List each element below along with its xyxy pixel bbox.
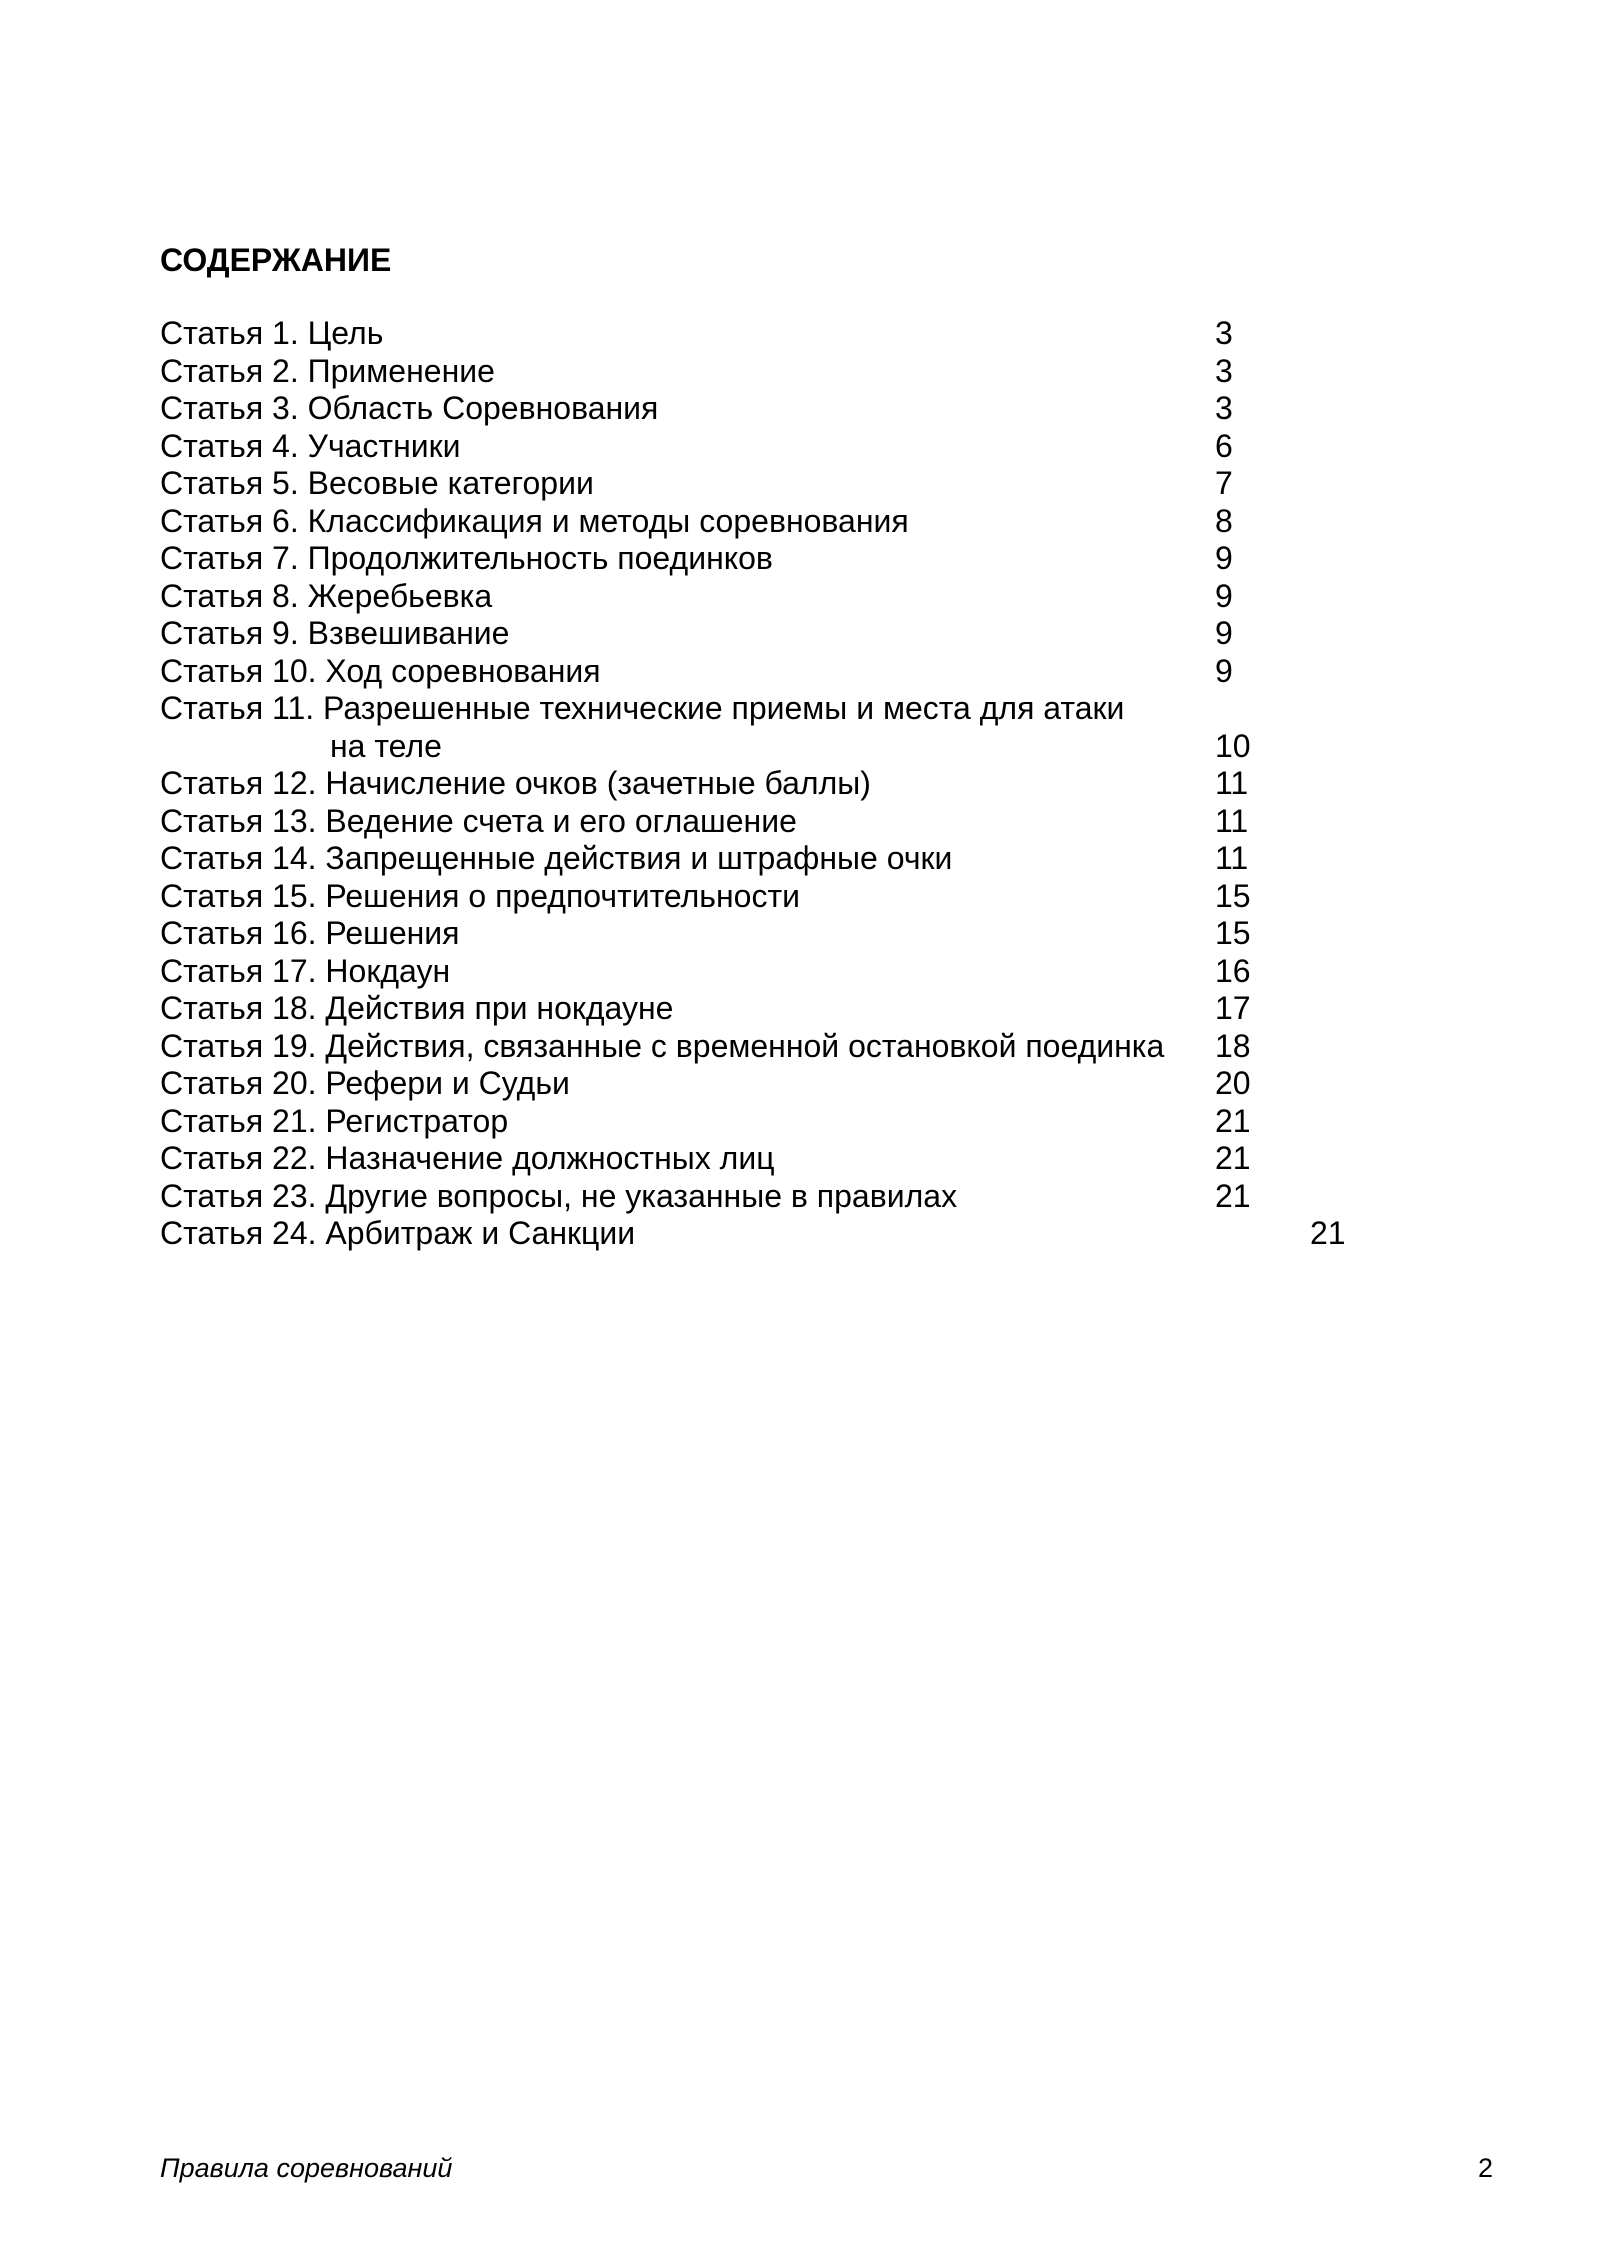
toc-entry [160, 1140, 1460, 1178]
toc-list [160, 315, 1460, 1253]
toc-entry-text: Статья 17. Нокдаун [160, 952, 451, 989]
toc-entry-text: Статья 4. Участники [160, 427, 461, 464]
toc-entry-page: 15 [1215, 915, 1251, 951]
toc-entry [160, 465, 1460, 503]
toc-entry-page: 9 [1215, 577, 1233, 614]
toc-entry-text: Статья 6. Классификация и методы соревнования [160, 502, 909, 539]
toc-entry [160, 503, 1460, 541]
toc-entry-page: 11 [1215, 802, 1249, 839]
toc-entry-text: Статья 20. Рефери и Судьи [160, 1065, 570, 1101]
toc-entry-text: Статья 10. Ход соревнования [160, 652, 601, 689]
toc-entry [160, 915, 1460, 953]
toc-entry-text: Статья 18. Действия при нокдауне [160, 990, 674, 1026]
toc-entry-page: 17 [1215, 990, 1251, 1026]
footer-document-title: Правила соревнований [160, 2153, 453, 2183]
toc-entry-text: Статья 13. Ведение счета и его оглашение [160, 802, 797, 839]
toc-entry-text [160, 690, 1124, 765]
toc-entry-page: 7 [1215, 465, 1233, 501]
toc-entry [160, 1103, 1460, 1141]
toc-entry-text-line2: на теле [330, 727, 442, 764]
toc-entry-text: Статья 24. Арбитраж и Санкции [160, 1215, 636, 1251]
toc-entry-page: 18 [1215, 1027, 1251, 1064]
toc-entry-page: 21 [1310, 1215, 1346, 1251]
toc-entry-page: 11 [1215, 840, 1249, 876]
toc-entry-page: 16 [1215, 952, 1251, 989]
toc-entry [160, 353, 1460, 391]
toc-entry-text: Статья 22. Назначение должностных лиц [160, 1140, 775, 1176]
toc-entry [160, 840, 1460, 878]
toc-entry-text: Статья 5. Весовые категории [160, 465, 594, 501]
toc-entry [160, 690, 1460, 765]
toc-entry [160, 765, 1460, 803]
toc-entry-text: Статья 19. Действия, связанные с временной остановкой поединка [160, 1027, 1165, 1064]
toc-entry [160, 1178, 1460, 1216]
toc-entry-page: 11 [1215, 765, 1249, 801]
toc-entry-page: 9 [1215, 652, 1233, 689]
toc-entry [160, 878, 1460, 916]
toc-entry-page: 21 [1215, 1177, 1251, 1214]
toc-entry-text: Статья 3. Область Соревнования [160, 390, 659, 426]
toc-title: СОДЕРЖАНИЕ [160, 242, 392, 278]
toc-entry-page: 3 [1215, 390, 1233, 426]
toc-entry-text: Статья 16. Решения [160, 915, 460, 951]
toc-entry [160, 803, 1460, 841]
toc-entry-page: 8 [1215, 502, 1233, 539]
toc-entry [160, 653, 1460, 691]
toc-entry-page: 9 [1215, 615, 1233, 651]
toc-entry-page: 20 [1215, 1065, 1251, 1101]
toc-entry [160, 428, 1460, 466]
toc-entry-page: 10 [1215, 727, 1251, 764]
toc-entry [160, 540, 1460, 578]
toc-entry-text-line1: Статья 11. Разрешенные технические приемы и места для атаки [160, 690, 1125, 726]
toc-entry-page: 3 [1215, 315, 1233, 351]
toc-entry-page: 21 [1215, 1102, 1251, 1139]
toc-entry [160, 1028, 1460, 1066]
toc-entry-text: Статья 1. Цель [160, 315, 384, 351]
toc-entry-text: Статья 2. Применение [160, 352, 495, 389]
toc-entry [160, 1215, 1460, 1253]
toc-entry-text: Статья 14. Запрещенные действия и штрафные очки [160, 840, 953, 876]
toc-entry [160, 990, 1460, 1028]
toc-entry [160, 953, 1460, 991]
toc-entry-text: Статья 7. Продолжительность поединков [160, 540, 773, 576]
toc-entry [160, 390, 1460, 428]
toc-entry [160, 615, 1460, 653]
toc-entry [160, 1065, 1460, 1103]
toc-entry [160, 578, 1460, 616]
footer-page-number: 2 [1478, 2153, 1494, 2183]
toc-entry [160, 315, 1460, 353]
toc-entry-page: 15 [1215, 877, 1251, 914]
toc-entry-text: Статья 9. Взвешивание [160, 615, 510, 651]
toc-entry-text: Статья 21. Регистратор [160, 1102, 509, 1139]
toc-entry-page: 9 [1215, 540, 1233, 576]
toc-entry-text: Статья 15. Решения о предпочтительности [160, 877, 800, 914]
toc-entry-text: Статья 12. Начисление очков (зачетные баллы) [160, 765, 871, 801]
toc-entry-text: Статья 23. Другие вопросы, не указанные в правилах [160, 1177, 958, 1214]
toc-entry-page: 6 [1215, 427, 1233, 464]
toc-entry-text: Статья 8. Жеребьевка [160, 577, 493, 614]
toc-entry-page: 3 [1215, 352, 1233, 389]
toc-entry-page: 21 [1215, 1140, 1251, 1176]
